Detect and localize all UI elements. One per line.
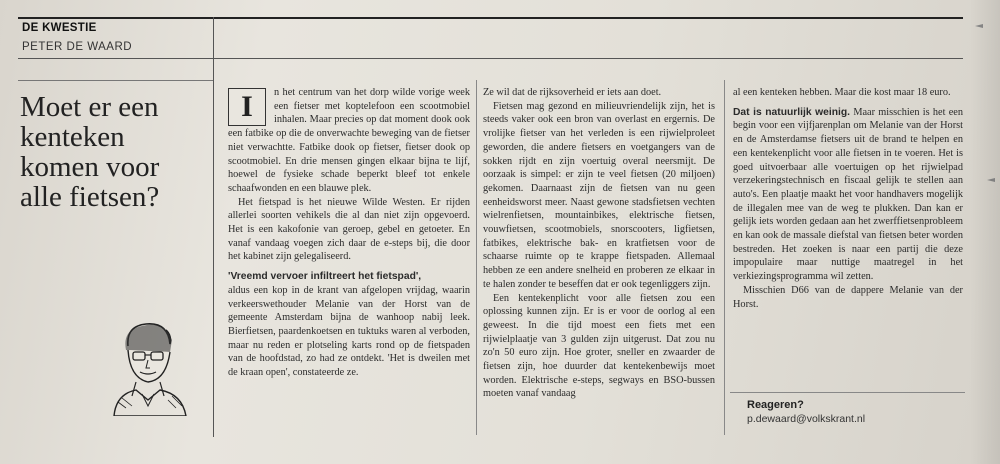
column-divider-2 xyxy=(724,80,725,435)
paragraph: Een kentekenplicht voor alle fietsen zou een oplossing kunnen zijn. Er is er voor de oorlog al een geweest. In die tijd moest een fiets met een rijwielplaatje van 3 gulden zijn uitgerust. Dat zou nu zo'n 50 euro zijn. Hoe groter, sneller en zwaarder de fietsen zijn, hoe duurder dat kentekenbewijs moet worden. Elektrische e-steps, segways en BSO-bussen moeten vanaf vandaag xyxy=(483,292,715,400)
paragraph: Maar misschien is het een begin voor een vijfjarenplan om Melanie van der Horst en de Amsterdamse fietsers uit de brand te helpen en een kentekenplicht voor alle fietsen in te voeren. Het is goed uitvoerbaar alle voertuigen op het rijwielpad verzekeringstechnisch en fiscaal gelijk te stellen aan auto's. Een plaatje maakt het voor handhavers mogelijk de illegalen mee van de weg te plukken. Dan kan er gelijk iets worden gedaan aan het zwerffietsenprobleem en kan ook de massale diefstal van fietsen beter worden bestreden. Het zoeken is naar een partij die deze impopulaire maar nuttige maatregel in het verkiezingsprogramma wil zetten. xyxy=(733,106,963,283)
paragraph: Het fietspad is het nieuwe Wilde Westen. Er rijden allerlei soorten vehikels die al dan niet zijn opgevoerd. Het is een kakofonie van geroep, gebel en getoeter. En vanaf vandaag voegen zich daar de e-steps bij, die door het kabinet zijn gelegaliseerd. xyxy=(228,196,470,263)
article-column-3 xyxy=(733,86,963,311)
paragraph: Ze wil dat de rijksoverheid er iets aan doet. xyxy=(483,87,662,98)
author-email-link[interactable]: p.dewaard@volkskrant.nl xyxy=(747,413,866,425)
paragraph: Fietsen mag gezond en milieuvriendelijk zijn, het is steeds vaker ook een bron van overlast en ergernis. De vrolijke fietser van het verleden is een rijwielproleet geworden, die andere fietsers en voetgangers van de sokken rijdt en zijn voertuig overal neersmijt. De oorzaak is simpel: er zijn te veel fietsen (20 miljoen) gekomen. Daarnaast zijn de fietsen van nu geen eenheidsworst meer. Naast gewone stadsfietsen vechten wielrenfietsen, mountainbikes, elektrische fietsen, vouwfietsen, scootmobiels, snorscooters, ligfietsen, fatbikes, elektrische bak- en kratfietsen voor de schaarse ruimte op te krappe fietspaden. Allemaal hebben ze een andere snelheid en proberen ze elkaar in te halen zonder te beseffen dat er ook tegenliggers zijn. xyxy=(483,100,715,290)
page-edge-shadow xyxy=(970,0,1000,464)
header-divider-rule xyxy=(18,58,963,59)
subheading: 'Vreemd vervoer infiltreert het fietspad', xyxy=(228,271,422,283)
sidebar-divider-rule xyxy=(213,17,214,437)
headline: Moet er een kenteken komen voor alle fietsen? xyxy=(20,91,160,213)
paragraph: aldus een kop in de krant van afgelopen vrijdag, waarin verkeerswethouder Melanie van der Horst van de gemeente Amsterdam bijna de wanhoop nabij leek. Bierfietsen, paardenkoetsen en tuktuks waren al verboden, maar nu reden er plotseling karts rond op de fietspaden van de hoofdstad, zo had ze ontdekt. 'Het is dweilen met de kraan open', constateerde ze. xyxy=(228,284,470,379)
footer-rule xyxy=(730,392,965,393)
dropcap-letter: I xyxy=(228,88,266,126)
author-name: PETER DE WAARD xyxy=(22,41,133,53)
article-column-1 xyxy=(228,86,470,380)
section-kicker: DE KWESTIE xyxy=(22,22,97,34)
article-column-2 xyxy=(483,86,715,401)
reageren-label: Reageren? xyxy=(747,399,804,411)
top-rule xyxy=(18,17,963,19)
column-divider-1 xyxy=(476,80,477,435)
subheading: Dat is natuurlijk weinig. xyxy=(733,106,851,118)
paragraph: al een kenteken hebben. Maar die kost maar 18 euro. xyxy=(733,87,951,98)
author-portrait-illustration xyxy=(106,316,192,416)
headline-rule xyxy=(18,80,213,81)
paragraph: Misschien D66 van de dappere Melanie van der Horst. xyxy=(733,284,963,310)
paragraph: n het centrum van het dorp wilde vorige week een fietser met koptelefoon een scootmobiel inhalen. Maar precies op dat moment dook ook een fatbike op die de onverwachte beweging van de fietser niet verwachtte. Fatbike dook op fietser, fietser dook op scootmobiel. En drie mensen gingen elkaar bijna te lijf, hoewel de fysieke schade beperkt bleef tot enkele schaafwonden en een blauwe plek. xyxy=(228,87,470,194)
